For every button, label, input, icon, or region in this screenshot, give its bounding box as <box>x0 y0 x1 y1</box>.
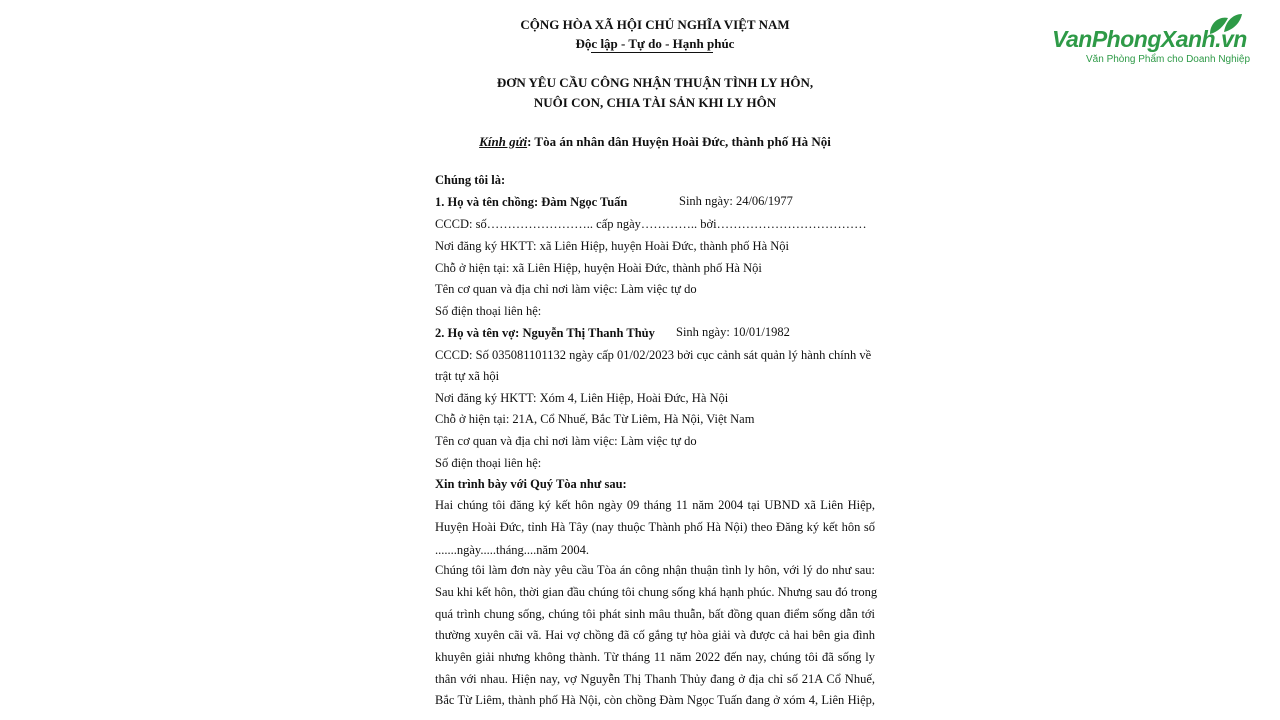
husband-workplace: Tên cơ quan và địa chỉ nơi làm việc: Làm việc tự do <box>435 282 697 296</box>
wife-current-address: Chỗ ở hiện tại: 21A, Cổ Nhuế, Bắc Từ Liêm, Hà Nội, Việt Nam <box>435 412 755 426</box>
motto-underline <box>591 52 713 53</box>
husband-id: CCCD: số…………………….. cấp ngày………….. bởi……………………………… <box>435 217 867 231</box>
husband-hktt: Nơi đăng ký HKTT: xã Liên Hiệp, huyện Hoài Đức, thành phố Hà Nội <box>435 239 790 253</box>
husband-dob: Sinh ngày: 24/06/1977 <box>679 194 793 208</box>
addressee-text: : Tòa án nhân dân Huyện Hoài Đức, thành phố Hà Nội <box>527 134 831 149</box>
intro-text: Chúng tôi là: <box>435 173 506 187</box>
national-motto: Độc lập - Tự do - Hạnh phúc <box>575 36 735 51</box>
wife-phone: Số điện thoại liên hệ: <box>435 456 542 470</box>
husband-phone: Số điện thoại liên hệ: <box>435 304 542 318</box>
logo-name: VanPhongXanh.vn <box>1052 26 1247 52</box>
body-line: Bắc Từ Liêm, thành phố Hà Nội, còn chồng Đàm Ngọc Tuấn đang ở xóm 4, Liên Hiệp, <box>435 693 875 707</box>
addressee-label: Kính gửi <box>479 134 528 149</box>
body-line: Huyện Hoài Đức, tỉnh Hà Tây (nay thuộc Thành phố Hà Nội) theo Đăng ký kết hôn số <box>435 520 875 534</box>
body-line: quá trình chung sống, chúng tôi phát sinh mâu thuẫn, bất đồng quan điểm sống dẫn tới <box>435 607 875 621</box>
body-line: Sau khi kết hôn, thời gian đầu chúng tôi chung sống khá hạnh phúc. Nhưng sau đó trong <box>435 585 878 599</box>
addressee <box>305 134 1005 150</box>
body-line: Chúng tôi làm đơn này yêu cầu Tòa án công nhận thuận tình ly hôn, với lý do như sau: <box>435 563 875 577</box>
body-line: Hai chúng tôi đăng ký kết hôn ngày 09 tháng 11 năm 2004 tại UBND xã Liên Hiệp, <box>435 498 875 512</box>
brand-logo <box>1048 12 1268 72</box>
wife-heading: 2. Họ và tên vợ: Nguyễn Thị Thanh Thủy <box>435 326 655 340</box>
body-line: .......ngày.....tháng....năm 2004. <box>435 543 590 557</box>
logo-tagline: Văn Phòng Phẩm cho Doanh Nghiệp <box>1086 54 1251 65</box>
document-title-line-1: ĐƠN YÊU CẦU CÔNG NHẬN THUẬN TÌNH LY HÔN, <box>496 75 814 90</box>
wife-dob: Sinh ngày: 10/01/1982 <box>676 325 790 339</box>
body-line: thân với nhau. Hiện nay, vợ Nguyễn Thị Thanh Thủy đang ở địa chỉ số 21A Cổ Nhuế, <box>435 672 875 686</box>
wife-workplace: Tên cơ quan và địa chỉ nơi làm việc: Làm việc tự do <box>435 434 697 448</box>
husband-heading: 1. Họ và tên chồng: Đàm Ngọc Tuấn <box>435 195 628 209</box>
wife-hktt: Nơi đăng ký HKTT: Xóm 4, Liên Hiệp, Hoài Đức, Hà Nội <box>435 391 729 405</box>
document-title-line-2: NUÔI CON, CHIA TÀI SẢN KHI LY HÔN <box>533 95 777 110</box>
body-line: thường xuyên cãi vã. Hai vợ chồng đã cố gắng tự hòa giải và được cả hai bên gia đình <box>435 628 875 642</box>
husband-current-address: Chỗ ở hiện tại: xã Liên Hiệp, huyện Hoài Đức, thành phố Hà Nội <box>435 261 762 275</box>
presentation-heading: Xin trình bày với Quý Tòa như sau: <box>435 477 627 491</box>
wife-id-line-1: CCCD: Số 035081101132 ngày cấp 01/02/2023 bởi cục cảnh sát quản lý hành chính về <box>435 348 872 362</box>
body-line: khuyên giải nhưng không thành. Từ tháng 11 năm 2022 đến nay, chúng tôi đã sống ly <box>435 650 875 664</box>
national-title: CỘNG HÒA XÃ HỘI CHỦ NGHĨA VIỆT NAM <box>520 17 790 32</box>
wife-id-line-2: trật tự xã hội <box>435 369 500 383</box>
